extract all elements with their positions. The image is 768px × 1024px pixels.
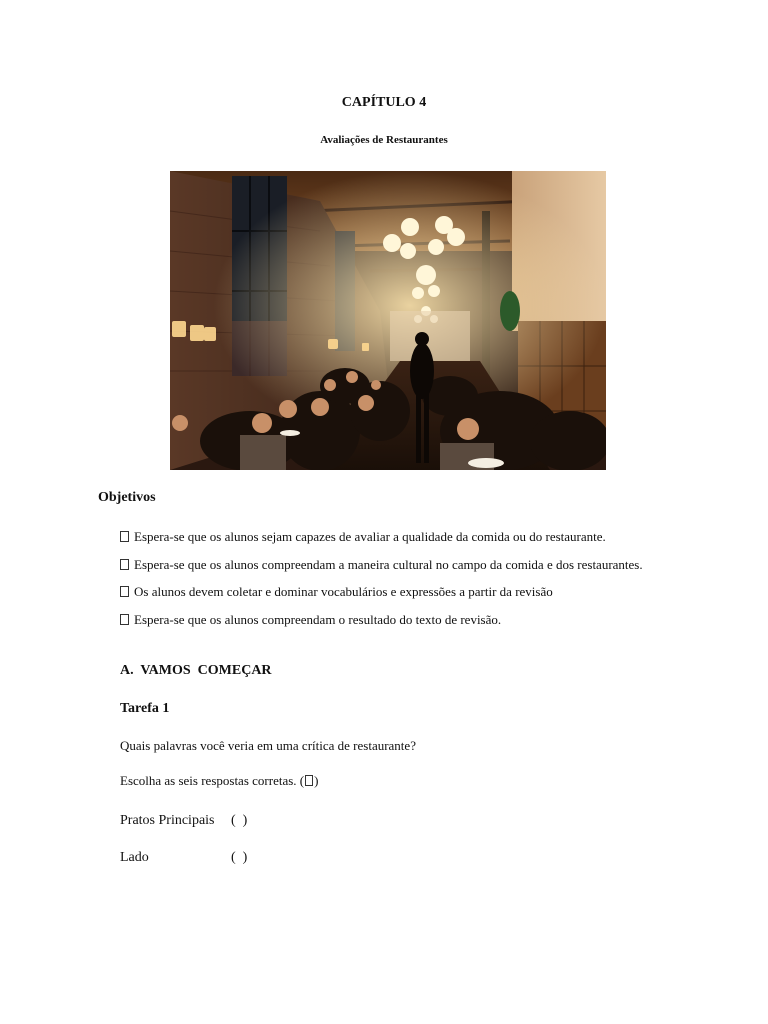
task-question: Quais palavras você veria em uma crítica de restaurante?	[120, 738, 416, 753]
checkbox-bullet-icon	[120, 614, 129, 625]
list-item	[120, 611, 643, 639]
list-item	[120, 556, 643, 584]
instruction-text: Escolha as seis respostas corretas. (	[120, 773, 305, 788]
objectives-list	[120, 528, 643, 638]
objective-text: Espera-se que os alunos compreendam o resultado do texto de revisão.	[134, 611, 502, 627]
task-heading: Tarefa 1	[120, 701, 170, 716]
answer-blank[interactable]: ( )	[231, 813, 248, 828]
list-item	[120, 583, 643, 611]
option-label: Lado	[120, 850, 149, 865]
chapter-subtitle: Avaliações de Restaurantes	[320, 134, 448, 146]
answer-option	[120, 850, 420, 870]
objectives-heading: Objetivos	[98, 490, 156, 505]
answer-blank[interactable]: ( )	[231, 850, 248, 865]
checkbox-bullet-icon	[120, 531, 129, 542]
checkbox-bullet-icon	[120, 586, 129, 597]
task-instruction	[120, 773, 318, 789]
chapter-title: CAPÍTULO 4	[341, 95, 427, 110]
option-label: Pratos Principais	[120, 813, 215, 828]
list-item	[120, 528, 643, 556]
restaurant-photo	[170, 171, 606, 470]
section-heading: A. VAMOS COMEÇAR	[120, 663, 272, 678]
answer-option	[120, 813, 420, 833]
checkbox-icon	[305, 775, 313, 786]
checkbox-bullet-icon	[120, 559, 129, 570]
objective-text: Espera-se que os alunos compreendam a maneira cultural no campo da comida e dos restaurantes.	[134, 556, 643, 572]
objective-text: Espera-se que os alunos sejam capazes de avaliar a qualidade da comida ou do restaurante.	[134, 529, 606, 544]
objective-text: Os alunos devem coletar e dominar vocabulários e expressões a partir da revisão	[134, 584, 553, 599]
instruction-close: )	[314, 773, 319, 788]
